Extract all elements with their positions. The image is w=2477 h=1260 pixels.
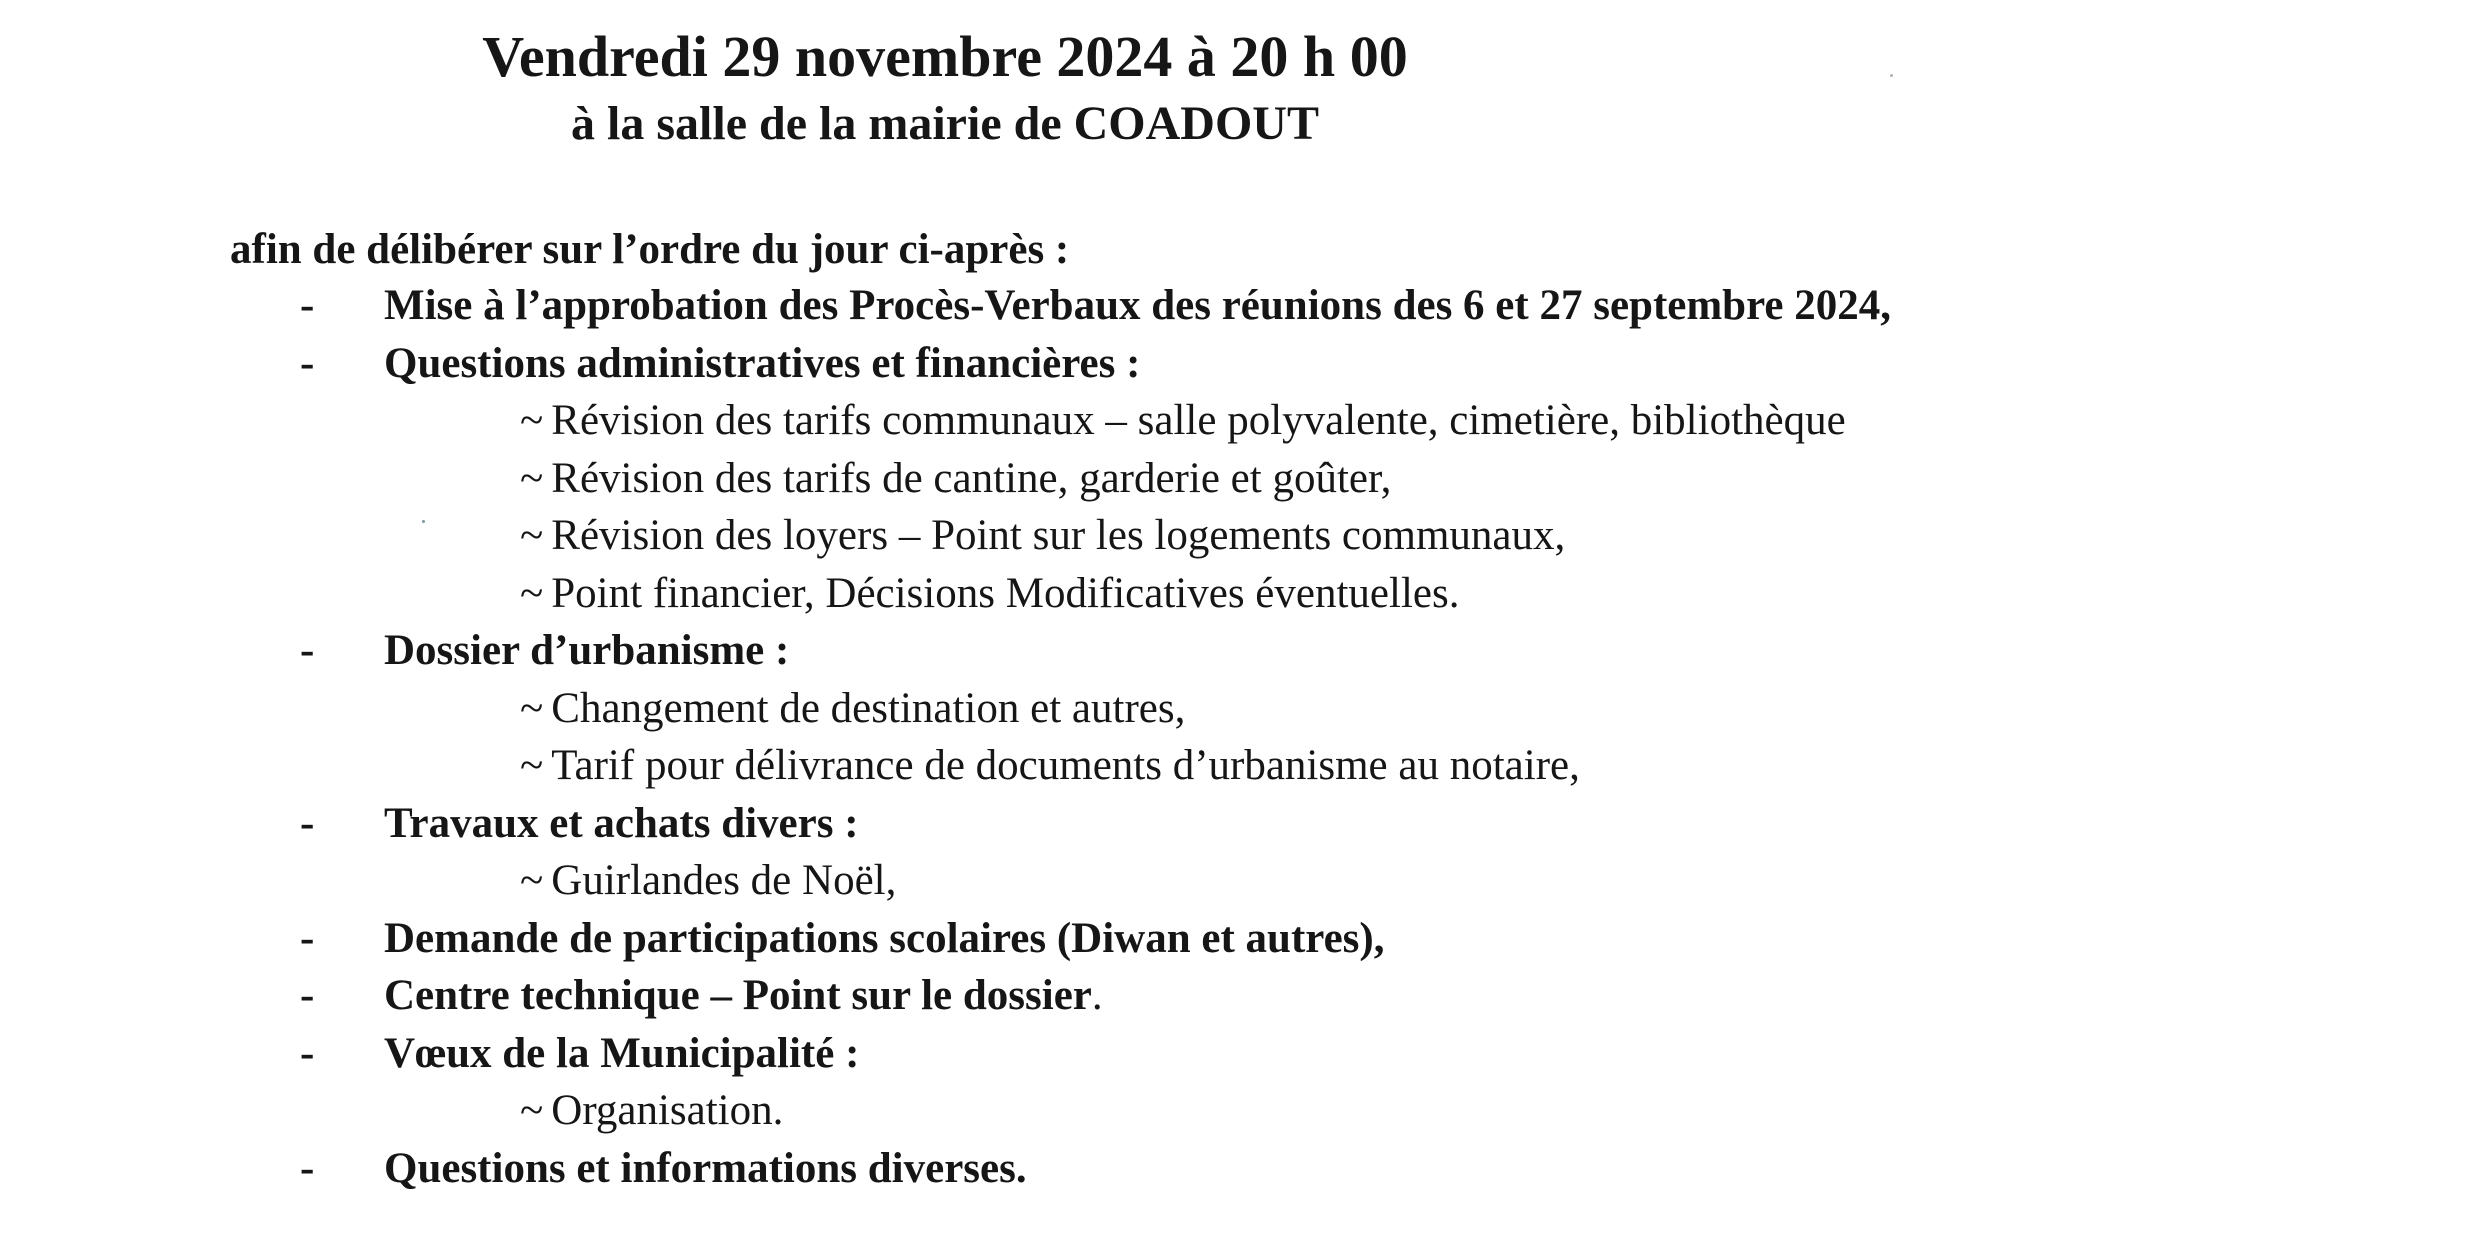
agenda-item [0,1140,2477,1198]
agenda-subitem-text: Révision des tarifs communaux – salle polyvalente, cimetière, bibliothèque [551,397,1846,444]
agenda-intro: afin de délibérer sur l’ordre du jour ci-après : [230,226,1070,273]
agenda-subitem-text: Révision des loyers – Point sur les logements communaux, [551,512,1566,559]
agenda-subitem-text: Révision des tarifs de cantine, garderie et goûter, [551,454,1392,502]
bullet-dash: - [300,799,315,847]
agenda-item [0,622,2477,680]
agenda-subitem [0,680,2477,738]
agenda-item-text: Demande de participations scolaires (Diwan et autres), [384,914,1385,962]
bullet-dash: - [300,627,315,674]
tilde-marker: ~ [520,857,544,904]
bullet-dash: - [300,339,315,387]
agenda-subitem-text: Guirlandes de Noël, [551,857,897,904]
agenda-item-text: Questions et informations diverses. [384,1144,1027,1192]
tilde-marker: ~ [520,1087,544,1134]
bullet-dash: - [300,1029,315,1077]
tilde-marker: ~ [520,512,544,559]
agenda-subitem [0,450,2477,508]
agenda-item-text: Travaux et achats divers : [384,799,859,847]
agenda-subitem [0,392,2477,450]
agenda-item [0,967,2477,1025]
tilde-marker: ~ [520,454,544,502]
scan-speck [1890,74,1893,77]
meeting-place-heading: à la salle de la mairie de COADOUT [571,97,1319,150]
agenda-subitem-text: Tarif pour délivrance de documents d’urbanisme au notaire, [551,742,1580,789]
tilde-marker: ~ [520,569,544,617]
agenda-item [0,910,2477,968]
agenda-subitem [0,1082,2477,1140]
agenda-subitem-text: Changement de destination et autres, [551,684,1186,732]
bullet-dash: - [300,914,315,962]
tilde-marker: ~ [520,397,544,444]
agenda-item-text: Centre technique – Point sur le dossier [384,972,1092,1019]
agenda-list [0,277,2477,1197]
agenda-subitem [0,565,2477,623]
bullet-dash: - [300,282,315,329]
agenda-item-text: Questions administratives et financières : [384,339,1141,387]
agenda-subitem [0,507,2477,565]
agenda-item [0,335,2477,393]
agenda-item [0,795,2477,853]
agenda-item [0,1025,2477,1083]
agenda-item-text: Dossier d’urbanisme : [384,627,790,674]
agenda-subitem-text: Point financier, Décisions Modificatives éventuelles. [551,569,1460,617]
agenda-subitem-text: Organisation. [551,1087,784,1134]
tilde-marker: ~ [520,684,544,732]
agenda-item-period: . [1091,972,1103,1019]
agenda-item-text: Mise à l’approbation des Procès-Verbaux des réunions des 6 et 27 septembre 2024, [384,282,1891,329]
bullet-dash: - [300,972,315,1019]
agenda-item-text: Vœux de la Municipalité : [384,1029,860,1077]
tilde-marker: ~ [520,742,544,789]
agenda-subitem [0,737,2477,795]
agenda-subitem [0,852,2477,910]
agenda-item [0,277,2477,335]
scan-speck [422,520,425,523]
meeting-date-heading: Vendredi 29 novembre 2024 à 20 h 00 [482,24,1408,89]
bullet-dash: - [300,1144,315,1192]
